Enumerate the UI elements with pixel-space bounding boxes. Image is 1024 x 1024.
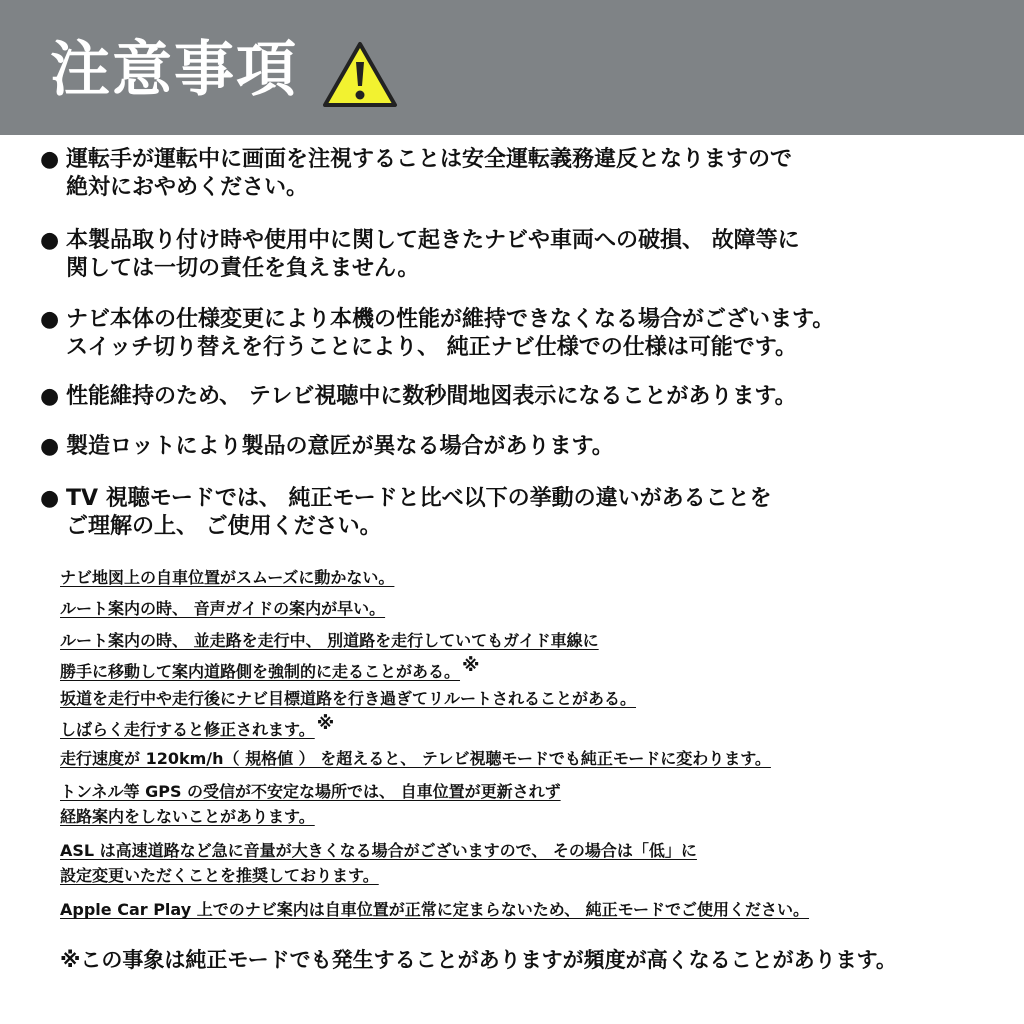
note-item-8 [60, 897, 809, 922]
bullet-item-4 [40, 383, 980, 411]
bullet-line: 製造ロットにより製品の意匠が異なる場合があります。 [66, 434, 614, 459]
note-item-2 [60, 596, 385, 621]
note-line: 走行速度が 120km/h（ 規格値 ） を超えると、 テレビ視聴モードでも純正モードに変わります。 [60, 749, 771, 768]
bullet-item-6 [40, 485, 980, 541]
page-title: 注意事項 [50, 35, 298, 105]
bullet-line: 本製品取り付け時や使用中に関して起きたナビや車両への破損、 故障等に [66, 228, 800, 253]
bullet-line: ナビ本体の仕様変更により本機の性能が維持できなくなる場合がございます。 [66, 307, 835, 332]
bullet-line: 関しては一切の責任を負えません。 [66, 256, 420, 281]
note-item-6 [60, 779, 561, 829]
note-mark: ※ [316, 713, 335, 734]
bullet-item-2 [40, 227, 980, 283]
bullet-line: 性能維持のため、 テレビ視聴中に数秒間地図表示になることがあります。 [66, 384, 797, 409]
bullet-mark: ● [40, 307, 60, 332]
bullet-line: ご理解の上、 ご使用ください。 [66, 514, 382, 539]
bullet-mark: ● [40, 434, 60, 459]
note-item-5 [60, 746, 771, 771]
bullet-mark: ● [40, 384, 60, 409]
header-bar [0, 0, 1024, 135]
bullet-mark: ● [40, 228, 60, 253]
bullet-item-3 [40, 306, 980, 362]
bullet-line: 絶対におやめください。 [66, 175, 309, 200]
note-item-7 [60, 838, 697, 888]
bullet-item-5 [40, 433, 980, 461]
note-line: ルート案内の時、 音声ガイドの案内が早い。 [60, 599, 386, 618]
bullet-line: 運転手が運転中に画面を注視することは安全運転義務違反となりますので [66, 147, 793, 172]
note-line: 勝手に移動して案内道路側を強制的に走ることがある。 [60, 662, 461, 681]
note-line: 経路案内をしないことがあります。 [60, 807, 315, 826]
note-line: ナビ地図上の自車位置がスムーズに動かない。 [60, 568, 395, 587]
note-line: 坂道を走行中や走行後にナビ目標道路を行き過ぎてリルートされることがある。 [60, 689, 637, 708]
note-item-4 [60, 686, 636, 742]
bullet-mark: ● [40, 486, 60, 511]
bullet-line: TV 視聴モードでは、 純正モードと比べ以下の挙動の違いがあることを [66, 486, 772, 511]
note-line: ASL は高速道路など急に音量が大きくなる場合がございますので、 その場合は「低」に [60, 841, 697, 860]
note-line: ルート案内の時、 並走路を走行中、 別道路を走行していてもガイド車線に [60, 631, 599, 650]
note-line: 設定変更いただくことを推奨しております。 [60, 866, 379, 885]
note-line: トンネル等 GPS の受信が不安定な場所では、 自車位置が更新されず [60, 782, 561, 801]
bullet-line: スイッチ切り替えを行うことにより、 純正ナビ仕様での仕様は可能です。 [66, 335, 798, 360]
note-mark: ※ [462, 655, 480, 676]
note-item-1 [60, 565, 394, 590]
footer-note: ※この事象は純正モードでも発生することがありますが頻度が高くなることがあります。 [60, 948, 897, 972]
note-line: Apple Car Play 上でのナビ案内は自車位置が正常に定まらないため、 純正モードでご使用ください。 [60, 900, 810, 919]
note-line: しばらく走行すると修正されます。 [60, 720, 315, 739]
note-item-3 [60, 628, 599, 684]
bullet-item-1 [40, 146, 980, 202]
warning-triangle-icon [322, 40, 398, 108]
bullet-mark: ● [40, 147, 60, 172]
